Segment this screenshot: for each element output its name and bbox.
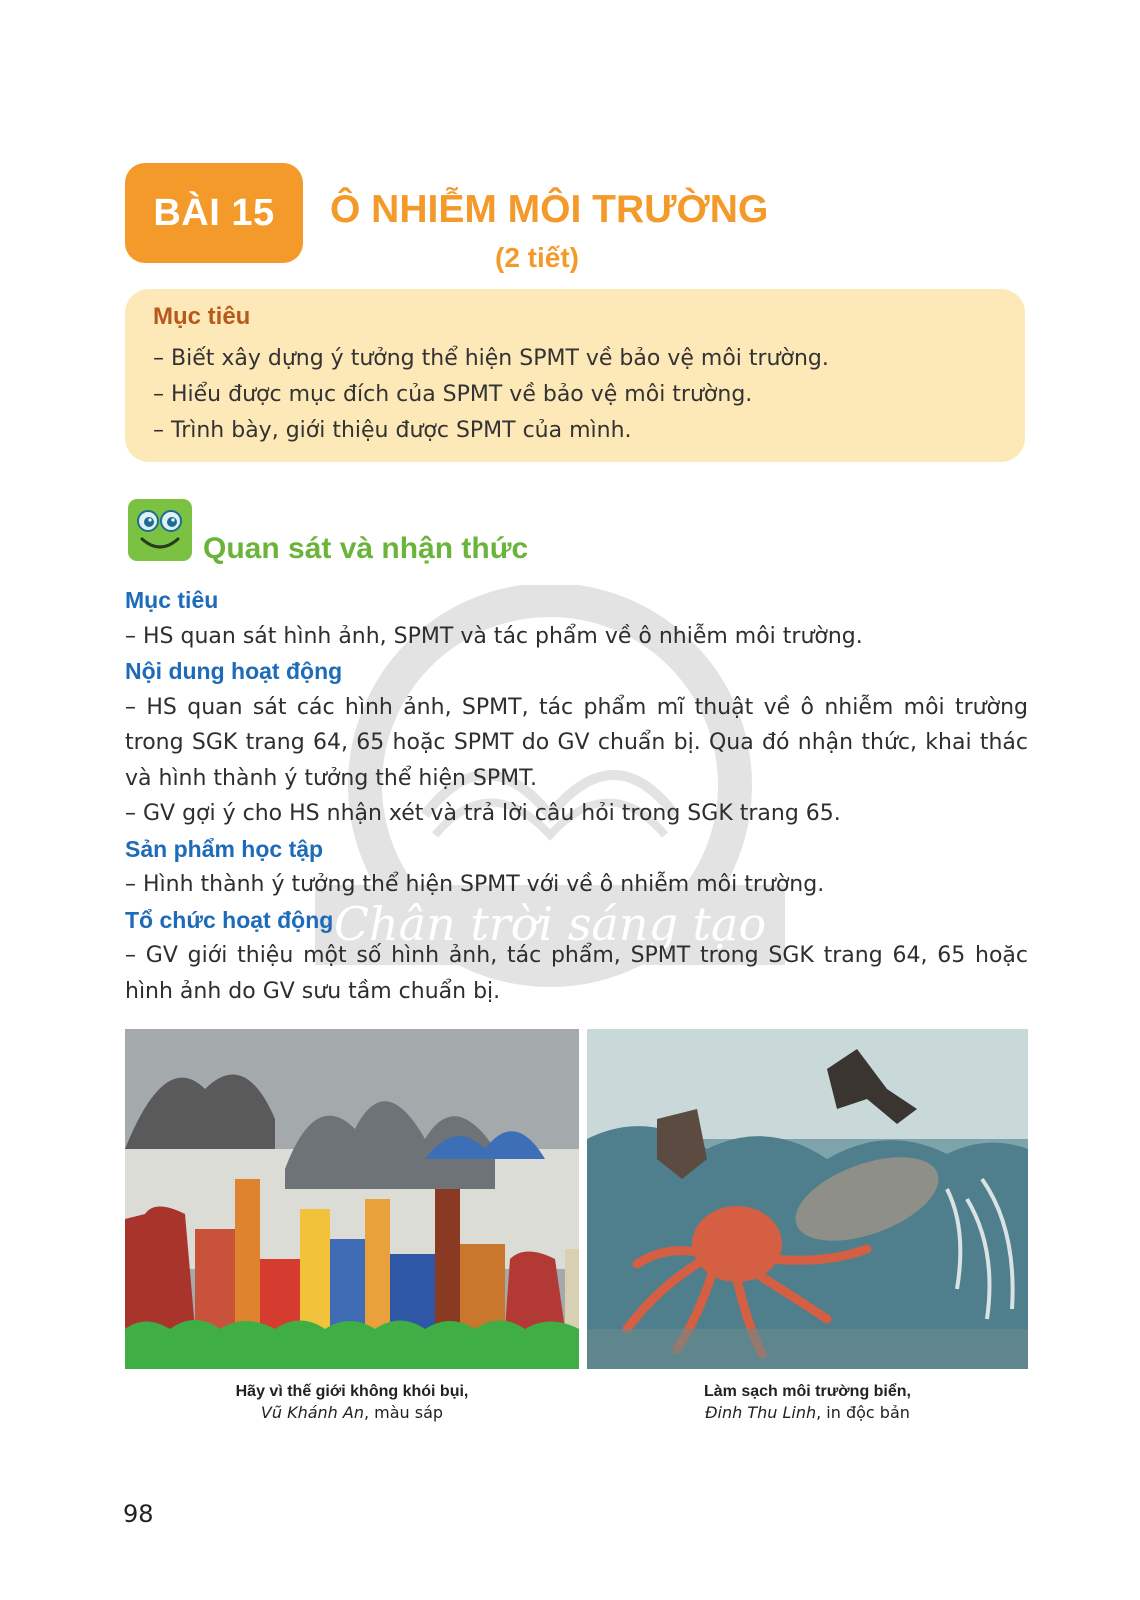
lesson-duration: (2 tiết) <box>495 242 579 273</box>
section-title: Quan sát và nhận thức <box>203 532 529 565</box>
noi-dung-paragraph-2: – GV gợi ý cho HS nhận xét và trả lời câu hỏi trong SGK trang 65. <box>125 801 841 826</box>
artwork-factory-smoke <box>125 1029 579 1369</box>
goal-item: – Hiểu được mục đích của SPMT về bảo vệ môi trường. <box>153 382 753 407</box>
artwork-caption <box>125 1381 579 1423</box>
caption-medium: , màu sáp <box>363 1403 444 1422</box>
caption-title: Làm sạch môi trường biển, <box>704 1383 911 1400</box>
noi-dung-heading: Nội dung hoạt động <box>125 658 343 684</box>
goals-box <box>125 289 1025 462</box>
artwork-ocean-octopus <box>587 1029 1028 1369</box>
watermark-text: Chân trời sáng tạo <box>333 897 767 951</box>
caption-author: Vũ Khánh An <box>260 1403 364 1422</box>
goals-list <box>153 341 829 449</box>
to-chuc-text: – GV giới thiệu một số hình ảnh, tác phẩm, SPMT trong SGK trang 64, 65 hoặc hình ảnh do GV sưu tầm chuẩn bị. <box>125 943 1028 1004</box>
caption-medium: , in độc bản <box>816 1403 910 1422</box>
san-pham-heading: Sản phẩm học tập <box>125 835 324 862</box>
to-chuc-heading: Tổ chức hoạt động <box>125 906 334 933</box>
artwork-caption <box>587 1381 1028 1423</box>
smiley-face-icon <box>128 499 192 561</box>
lesson-title: Ô NHIỄM MÔI TRƯỜNG <box>330 188 769 231</box>
lesson-badge: BÀI 15 <box>125 163 303 263</box>
san-pham-text: – Hình thành ý tưởng thể hiện SPMT với về ô nhiễm môi trường. <box>125 872 825 897</box>
noi-dung-paragraph: – HS quan sát các hình ảnh, SPMT, tác phẩm mĩ thuật về ô nhiễm môi trường trong SGK trang 64, 65 hoặc SPMT do GV chuẩn bị. Qua đó nhận thức, khai thác và hình thành ý tưởng thể hiện SPMT. <box>125 694 1028 791</box>
goals-heading: Mục tiêu <box>153 303 251 330</box>
muc-tieu-text: – HS quan sát hình ảnh, SPMT và tác phẩm về ô nhiễm môi trường. <box>125 623 863 649</box>
goal-item: – Biết xây dựng ý tưởng thể hiện SPMT về bảo vệ môi trường. <box>153 346 829 371</box>
caption-title: Hãy vì thế giới không khói bụi, <box>235 1383 469 1400</box>
caption-author: Đinh Thu Linh <box>705 1403 817 1422</box>
muc-tieu-heading: Mục tiêu <box>125 587 219 613</box>
activity-content <box>125 583 1028 1009</box>
page-number: 98 <box>123 1500 154 1528</box>
goal-item: – Trình bày, giới thiệu được SPMT của mình. <box>153 418 632 443</box>
